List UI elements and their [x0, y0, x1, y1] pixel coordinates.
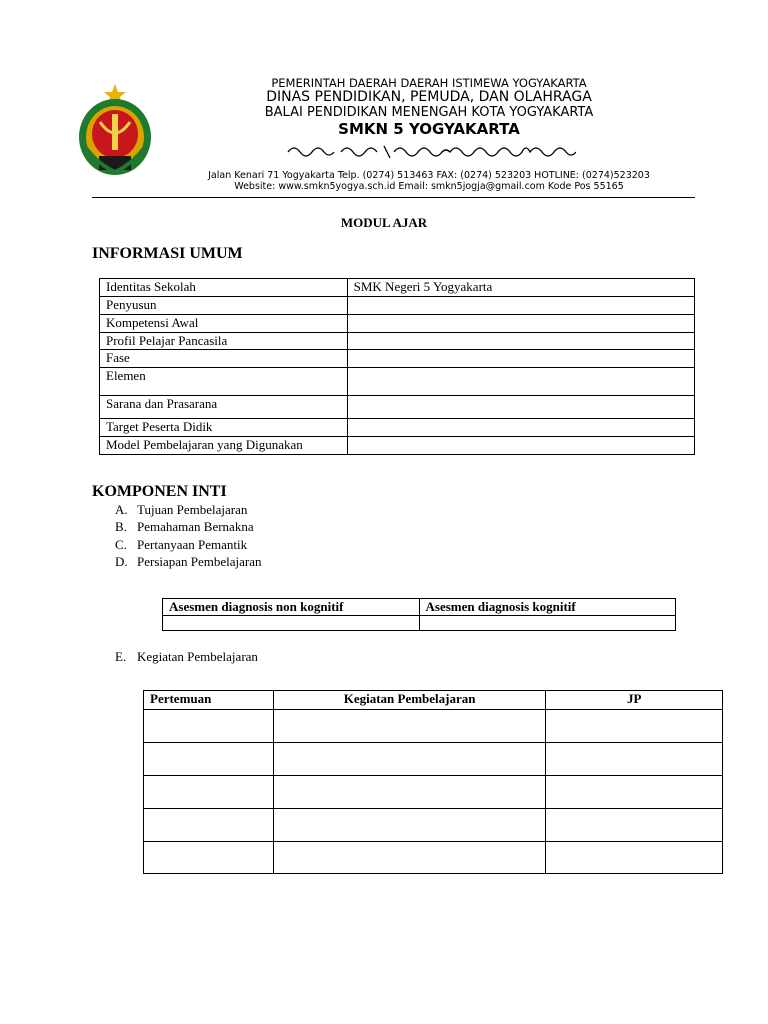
section-heading-komponen-inti: KOMPONEN INTI [92, 483, 227, 500]
table-row [100, 368, 695, 396]
table-row [100, 350, 695, 368]
row-label: Sarana dan Prasarana [100, 396, 348, 419]
row-label: Model Pembelajaran yang Digunakan [100, 437, 348, 455]
javanese-script-school-name [286, 140, 576, 162]
document-title: MODUL AJAR [340, 215, 428, 230]
letterhead-department: DINAS PENDIDIKAN, PEMUDA, DAN OLAHRAGA [266, 89, 592, 105]
komponen-inti-list [115, 501, 262, 570]
row-label: Penyusun [100, 297, 348, 315]
header-kegiatan: Kegiatan Pembelajaran [273, 691, 546, 710]
table-header-row [144, 691, 723, 710]
jp-field[interactable] [546, 809, 723, 842]
list-item: A. Tujuan Pembelajaran [115, 502, 248, 517]
jp-field[interactable] [546, 776, 723, 809]
kegiatan-list-item [115, 648, 258, 665]
list-item: E. Kegiatan Pembelajaran [115, 649, 258, 664]
table-row [100, 333, 695, 350]
row-value-field[interactable] [347, 437, 694, 455]
row-value-field[interactable]: SMK Negeri 5 Yogyakarta [347, 279, 694, 297]
table-row [100, 437, 695, 455]
pertemuan-field[interactable] [144, 743, 274, 776]
row-value-field[interactable] [347, 396, 694, 419]
table-row [163, 616, 676, 631]
asesmen-non-kognitif-field[interactable] [163, 616, 420, 631]
asesmen-kognitif-field[interactable] [419, 616, 676, 631]
header-asesmen-kognitif: Asesmen diagnosis kognitif [419, 599, 676, 616]
list-item: B. Pemahaman Bernakna [115, 519, 254, 535]
row-value-field[interactable] [347, 368, 694, 396]
row-value-field[interactable] [347, 315, 694, 333]
row-label: Identitas Sekolah [100, 279, 348, 297]
table-row [100, 279, 695, 297]
row-value-field[interactable] [347, 419, 694, 437]
row-value-field[interactable] [347, 350, 694, 368]
kegiatan-field[interactable] [273, 842, 546, 874]
pertemuan-field[interactable] [144, 710, 274, 743]
row-label: Profil Pelajar Pancasila [100, 333, 348, 350]
header-asesmen-non-kognitif: Asesmen diagnosis non kognitif [163, 599, 420, 616]
jp-field[interactable] [546, 743, 723, 776]
pertemuan-field[interactable] [144, 776, 274, 809]
table-row [100, 419, 695, 437]
kegiatan-field[interactable] [273, 809, 546, 842]
table-row [144, 842, 723, 874]
kegiatan-field[interactable] [273, 743, 546, 776]
jp-field[interactable] [546, 842, 723, 874]
letterhead-government: PEMERINTAH DAERAH DAERAH ISTIMEWA YOGYAKARTA [271, 76, 587, 90]
table-row [100, 315, 695, 333]
row-label: Target Peserta Didik [100, 419, 348, 437]
table-row [144, 710, 723, 743]
letterhead-school-name: SMKN 5 YOGYAKARTA [338, 120, 520, 138]
jp-field[interactable] [546, 710, 723, 743]
kegiatan-field[interactable] [273, 776, 546, 809]
row-label: Kompetensi Awal [100, 315, 348, 333]
letterhead-address: Jalan Kenari 71 Yogyakarta Telp. (0274) 513463 FAX: (0274) 523203 HOTLINE: (0274)523203 [208, 170, 650, 181]
kegiatan-field[interactable] [273, 710, 546, 743]
table-row [144, 776, 723, 809]
pertemuan-field[interactable] [144, 809, 274, 842]
table-header-row [163, 599, 676, 616]
table-row [100, 396, 695, 419]
table-row [144, 809, 723, 842]
header-pertemuan: Pertemuan [144, 691, 274, 710]
letterhead-website-email: Website: www.smkn5yogya.sch.id Email: smkn5jogja@gmail.com Kode Pos 55165 [234, 181, 624, 192]
row-label: Fase [100, 350, 348, 368]
list-item: C. Pertanyaan Pemantik [115, 536, 248, 552]
pertemuan-field[interactable] [144, 842, 274, 874]
list-item: D. Persiapan Pembelajaran [115, 553, 262, 569]
asesmen-table [162, 598, 676, 631]
header-jp: JP [546, 691, 723, 710]
kegiatan-table [143, 690, 723, 874]
table-row [144, 743, 723, 776]
table-row [100, 297, 695, 315]
row-value-field[interactable] [347, 297, 694, 315]
letterhead-office: BALAI PENDIDIKAN MENENGAH KOTA YOGYAKARTA [264, 105, 594, 120]
informasi-umum-table [99, 278, 695, 455]
section-heading-informasi-umum: INFORMASI UMUM [92, 245, 243, 262]
letterhead-divider [92, 197, 695, 198]
row-label: Elemen [100, 368, 348, 396]
row-value-field[interactable] [347, 333, 694, 350]
